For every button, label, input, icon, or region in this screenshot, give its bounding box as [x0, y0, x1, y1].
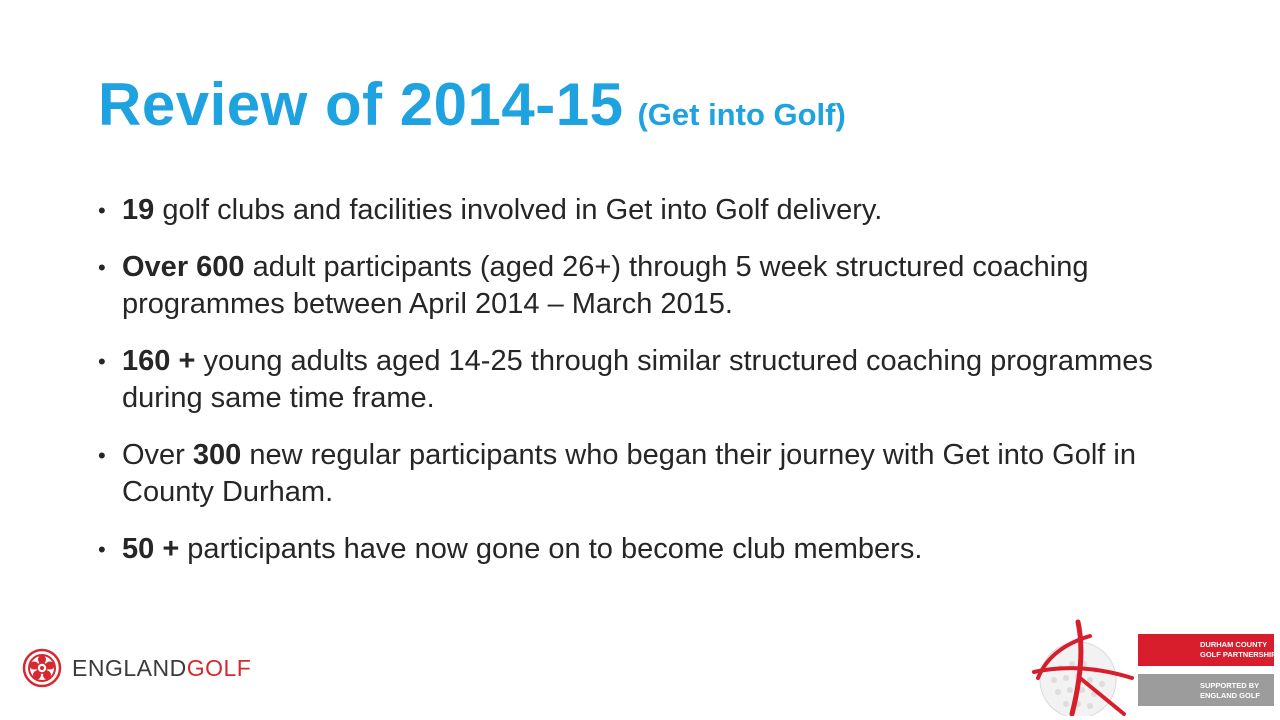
title-main: Review of 2014-15: [98, 71, 624, 138]
bullet-text-prefix: Over: [122, 439, 193, 471]
bullet-highlight: 19: [122, 194, 155, 226]
bullet-dot: •: [98, 443, 106, 468]
bullet-item: [98, 249, 1178, 323]
bullet-text: new regular participants who began their journey with Get into Golf in County Durham.: [122, 439, 1136, 508]
bullet-text: participants have now gone on to become club members.: [179, 533, 923, 565]
bullet-item: [98, 343, 1178, 417]
dcgp-panel: [1138, 634, 1280, 716]
bullet-dot: •: [98, 349, 106, 374]
bullet-text: golf clubs and facilities involved in Get into Golf delivery.: [154, 194, 883, 226]
bullet-highlight: 300: [192, 439, 242, 471]
bullet-highlight: 160 +: [122, 345, 196, 377]
bullet-highlight: Over 600: [122, 251, 245, 283]
bullet-list: [98, 192, 1178, 588]
bullet-item: [98, 531, 1178, 568]
england-golf-logo: [22, 628, 262, 708]
wordmark-golf: GOLF: [186, 654, 252, 681]
bullet-dot: •: [98, 255, 106, 280]
dcgp-line-3: SUPPORTED BY: [1200, 681, 1260, 690]
bullet-text: young adults aged 14-25 through similar structured coaching programmes during same time frame.: [122, 345, 1153, 414]
bullet-item: [98, 192, 1178, 229]
dcgp-support-banner: [1138, 674, 1274, 706]
dcgp-logo: [1020, 618, 1275, 716]
slide-title: [98, 70, 846, 139]
dcgp-line-4: ENGLAND GOLF: [1200, 691, 1260, 700]
bullet-dot: •: [98, 537, 106, 562]
bullet-text: adult participants (aged 26+) through 5 week structured coaching programmes between April 2014 – March 2015.: [122, 251, 1089, 320]
dcgp-line-2: GOLF PARTNERSHIP: [1200, 650, 1277, 659]
bullet-dot: •: [98, 198, 106, 223]
bullet-item: [98, 437, 1178, 511]
dcgp-line-1: DURHAM COUNTY: [1200, 640, 1268, 649]
dcgp-name-banner: [1138, 634, 1277, 666]
england-golf-wordmark: [72, 655, 251, 682]
title-sub: (Get into Golf): [637, 97, 846, 132]
wordmark-england: ENGLAND: [72, 654, 187, 681]
golf-ball-icon: [1020, 618, 1140, 716]
bullet-highlight: 50 +: [122, 533, 180, 565]
rose-icon: [22, 648, 62, 688]
